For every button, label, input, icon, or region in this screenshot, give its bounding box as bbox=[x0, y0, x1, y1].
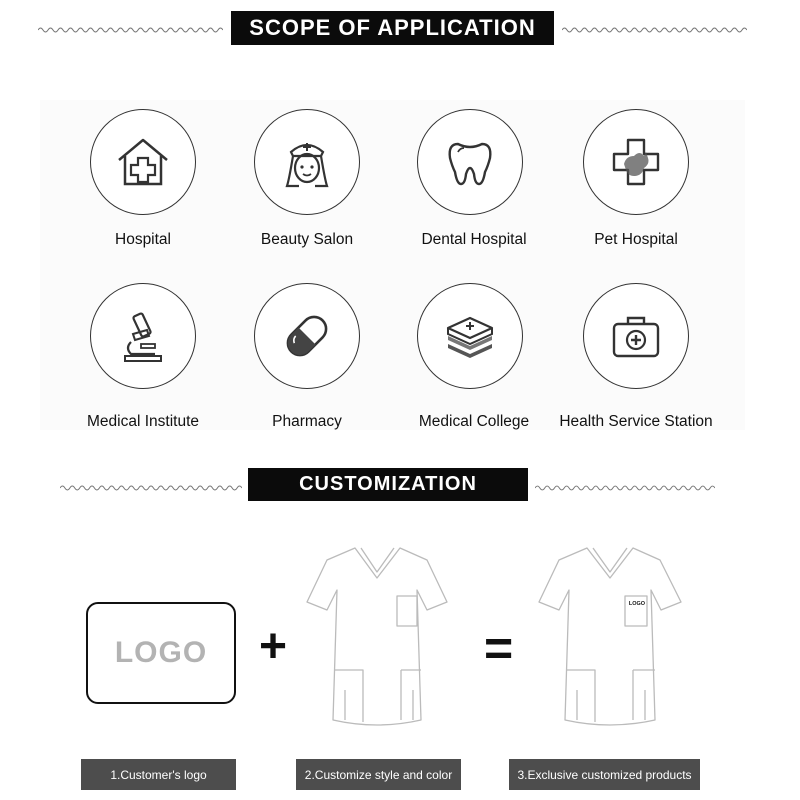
app-circle bbox=[254, 109, 360, 215]
app-label: Pharmacy bbox=[272, 413, 342, 430]
step-customize-style: 2.Customize style and color bbox=[296, 759, 461, 790]
app-label: Medical Institute bbox=[87, 413, 199, 430]
first-aid-kit-icon bbox=[604, 304, 668, 368]
app-label: Medical College bbox=[418, 413, 530, 430]
customized-scrub-top-illustration bbox=[535, 540, 685, 735]
app-label: Dental Hospital bbox=[421, 231, 527, 248]
wavy-divider-left-mid bbox=[60, 484, 242, 492]
books-icon bbox=[438, 304, 502, 368]
wavy-divider-right-mid bbox=[535, 484, 715, 492]
app-circle bbox=[254, 283, 360, 389]
tooth-icon bbox=[438, 130, 502, 194]
plus-sign: + bbox=[259, 620, 288, 673]
app-label: Beauty Salon bbox=[260, 231, 354, 248]
customization-title-banner: CUSTOMIZATION bbox=[248, 468, 528, 501]
app-circle bbox=[90, 109, 196, 215]
equals-sign: = bbox=[484, 620, 514, 676]
shirt-pocket-logo: LOGO bbox=[628, 601, 646, 607]
step-exclusive-products: 3.Exclusive customized products bbox=[509, 759, 700, 790]
wavy-divider-right-top bbox=[562, 26, 747, 34]
app-label: Hospital bbox=[115, 231, 171, 248]
scope-title-banner: SCOPE OF APPLICATION bbox=[231, 11, 554, 45]
app-circle bbox=[583, 283, 689, 389]
logo-placeholder-text: LOGO bbox=[114, 636, 208, 669]
microscope-icon bbox=[111, 304, 175, 368]
pet-cross-icon bbox=[604, 130, 668, 194]
app-circle bbox=[583, 109, 689, 215]
wavy-divider-left-top bbox=[38, 26, 223, 34]
app-circle bbox=[417, 109, 523, 215]
nurse-icon bbox=[275, 130, 339, 194]
app-label: Health Service Station bbox=[559, 413, 713, 430]
hospital-house-icon bbox=[111, 130, 175, 194]
capsule-icon bbox=[275, 304, 339, 368]
customer-logo-box bbox=[86, 602, 236, 704]
plain-scrub-top-illustration bbox=[305, 540, 450, 735]
app-circle bbox=[90, 283, 196, 389]
step-customer-logo: 1.Customer's logo bbox=[81, 759, 236, 790]
app-label: Pet Hospital bbox=[594, 231, 678, 248]
app-circle bbox=[417, 283, 523, 389]
